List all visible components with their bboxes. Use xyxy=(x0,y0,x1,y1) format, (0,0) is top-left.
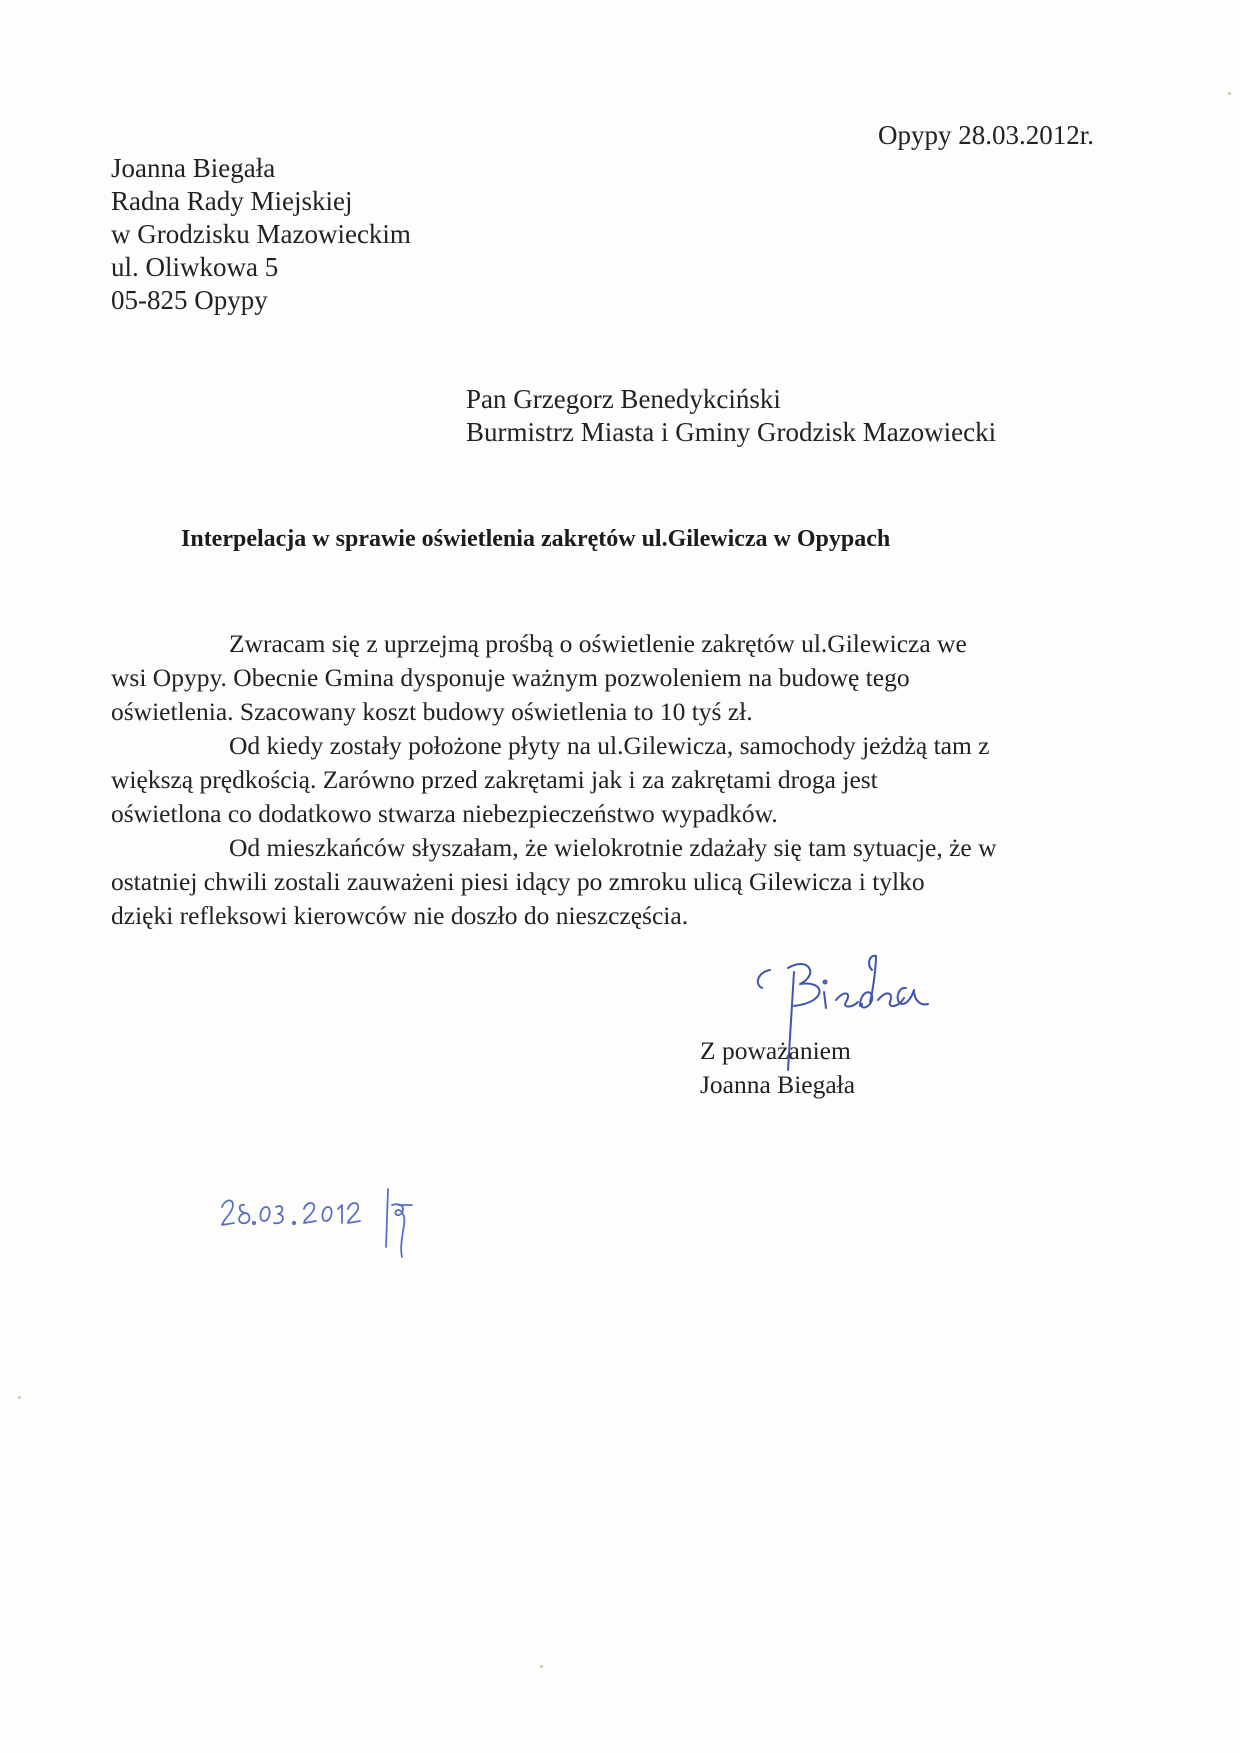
paper-speck xyxy=(540,1665,543,1668)
paper-speck xyxy=(1228,92,1231,95)
closing-name: Joanna Biegała xyxy=(700,1070,856,1099)
body-line: oświetlona co dodatkowo stwarza niebezpieczeństwo wypadków. xyxy=(111,799,778,828)
recipient-title: Burmistrz Miasta i Gminy Grodzisk Mazowiecki xyxy=(466,417,997,447)
letter-body xyxy=(111,627,1111,933)
sender-street: ul. Oliwkowa 5 xyxy=(111,252,279,282)
body-line: Od mieszkańców słyszałam, że wielokrotnie zdażały się tam sytuacje, że w xyxy=(229,833,997,862)
sender-name: Joanna Biegała xyxy=(111,153,276,183)
body-line: większą prędkością. Zarówno przed zakrętami jak i za zakrętami droga jest xyxy=(111,765,878,794)
sender-address xyxy=(111,152,411,317)
letter-subject: Interpelacja w sprawie oświetlenia zakrętów ul.Gilewicza w Opypach xyxy=(181,526,891,552)
body-line: Od kiedy zostały położone płyty na ul.Gilewicza, samochody jeżdżą tam z xyxy=(229,731,990,760)
place-date: Opypy 28.03.2012r. xyxy=(878,120,1094,150)
paper-speck xyxy=(18,1396,21,1399)
recipient-name: Pan Grzegorz Benedykciński xyxy=(466,384,781,414)
sender-postcode: 05-825 Opypy xyxy=(111,285,268,315)
body-line: dzięki refleksowi kierowców nie doszło do nieszczęścia. xyxy=(111,901,689,930)
body-line: oświetlenia. Szacowany koszt budowy oświetlenia to 10 tyś zł. xyxy=(111,697,753,726)
closing xyxy=(700,1034,855,1102)
sender-council: w Grodzisku Mazowieckim xyxy=(111,219,411,249)
handwritten-date-annotation xyxy=(220,1185,460,1275)
body-line: Zwracam się z uprzejmą prośbą o oświetlenie zakrętów ul.Gilewicza we xyxy=(229,629,967,658)
body-line: wsi Opypy. Obecnie Gmina dysponuje ważnym pozwoleniem na budowę tego xyxy=(111,663,910,692)
sender-title: Radna Rady Miejskiej xyxy=(111,186,353,216)
closing-salutation: Z poważaniem xyxy=(700,1036,851,1065)
recipient-address xyxy=(466,383,996,449)
body-line: ostatniej chwili zostali zauważeni piesi idący po zmroku ulicą Gilewicza i tylko xyxy=(111,867,925,896)
